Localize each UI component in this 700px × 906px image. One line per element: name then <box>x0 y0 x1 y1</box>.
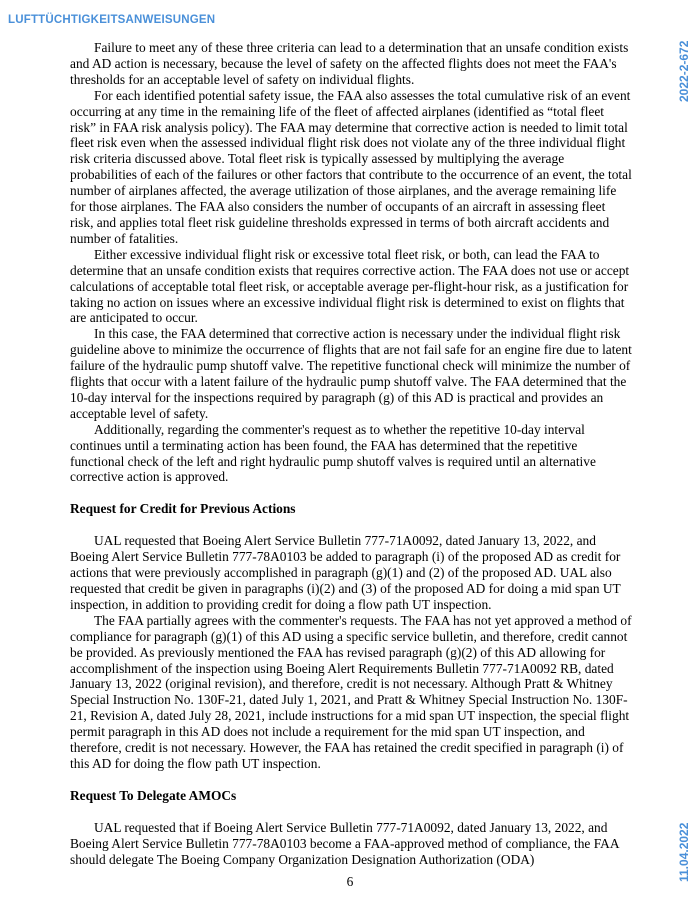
side-document-date: 11.04.2022 <box>677 822 691 882</box>
body-paragraph: UAL requested that if Boeing Alert Service Bulletin 777-71A0092, dated January 13, 2022, and Boeing Alert Service Bulletin 777-78A0103 become a FAA-approved method of compliance, the FAA should delegate The Boeing Company Organization Designation Authorization (ODA) <box>70 819 619 867</box>
page-number: 6 <box>346 874 354 889</box>
section-heading-credit: Request for Credit for Previous Actions <box>70 501 296 517</box>
document-header-title: LUFTTÜCHTIGKEITSANWEISUNGEN <box>8 14 216 26</box>
body-paragraph: The FAA partially agrees with the commenter's requests. The FAA has not yet approved a method of compliance for paragraph (g)(1) of this AD using a specific service bulletin, and therefore, credit cannot be provided. As previously mentioned the FAA has revised paragraph (g)(2) of this AD allowing for accomplishment of the inspection using Boeing Alert Requirements Bulletin 777-71A0092 RB, dated January 13, 2022 (original revision), and therefore, credit is not necessary. Although Pratt & Whitney Special Instruction No. 130F-21, dated July 1, 2021, and Pratt & Whitney Special Instruction No. 130F-21, Revision A, dated July 28, 2021, include instructions for a mid span UT inspection, the special flight permit paragraph in this AD does not include a requirement for the mid span UT inspection, and therefore, credit is not necessary. However, the FAA has retained the credit specified in paragraph (i) of this AD for doing the flow path UT inspection. <box>70 612 632 771</box>
side-document-number: 2022-2-672 <box>677 40 691 102</box>
body-paragraph: UAL requested that Boeing Alert Service Bulletin 777-71A0092, dated January 13, 2022, and Boeing Alert Service Bulletin 777-78A0103 be added to paragraph (i) of the proposed AD as credit for actions that were previously accomplished in paragraph (g)(1) and (2) of the proposed AD. UAL also requested that credit be given in paragraphs (i)(2) and (3) of the proposed AD for doing a mid span UT inspection, in addition to providing credit for doing a flow path UT inspection. <box>70 533 621 612</box>
document-body <box>70 40 632 868</box>
body-paragraph: For each identified potential safety issue, the FAA also assesses the total cumulative risk of an event occurring at any time in the remaining life of the fleet of affected airplanes (identified as “total fleet risk” in FAA risk analysis policy). The FAA may determine that corrective action is needed to limit total fleet risk even when the assessed individual flight risk does not violate any of the three individual flight risk criteria discussed above. Total fleet risk is typically assessed by multiplying the average probabilities of each of the failures or other factors that contribute to the occurrence of an event, the total number of airplanes affected, the average utilization of those airplanes, and the average remaining life for those airplanes. The FAA also considers the number of occupants of an aircraft in assessing fleet risk, and applies total fleet risk guideline thresholds expressed in terms of both aircraft accidents and number of fatalities. <box>70 87 632 246</box>
body-paragraph: Failure to meet any of these three criteria can lead to a determination that an unsafe condition exists and AD action is necessary, because the level of safety on the affected flights does not meet the FAA's thresholds for an acceptable level of safety on individual flights. <box>70 40 629 87</box>
body-paragraph: In this case, the FAA determined that corrective action is necessary under the individual flight risk guideline above to minimize the occurrence of flights that are not fail safe for an engine fire due to latent failure of the hydraulic pump shutoff valve. The repetitive functional check will minimize the number of flights that occur with a latent failure of the hydraulic pump shutoff valve. The FAA determined that the 10-day interval for the inspections required by paragraph (g) of this AD is practical and provides an acceptable level of safety. <box>70 326 632 421</box>
body-paragraph: Additionally, regarding the commenter's request as to whether the repetitive 10-day interval continues until a terminating action has been found, the FAA has determined that the repetitive functional check of the left and right hydraulic pump shutoff valves is required until an alternative corrective action is approved. <box>70 421 596 485</box>
section-heading-amocs: Request To Delegate AMOCs <box>70 787 237 803</box>
body-paragraph: Either excessive individual flight risk or excessive total fleet risk, or both, can lead the FAA to determine that an unsafe condition exists that requires corrective action. The FAA does not use or accept calculations of acceptable total fleet risk, or acceptable average per-flight-hour risk, as a justification for taking no action on issues where an excessive individual flight risk is determined to exist on flights that are anticipated to occur. <box>70 246 630 326</box>
